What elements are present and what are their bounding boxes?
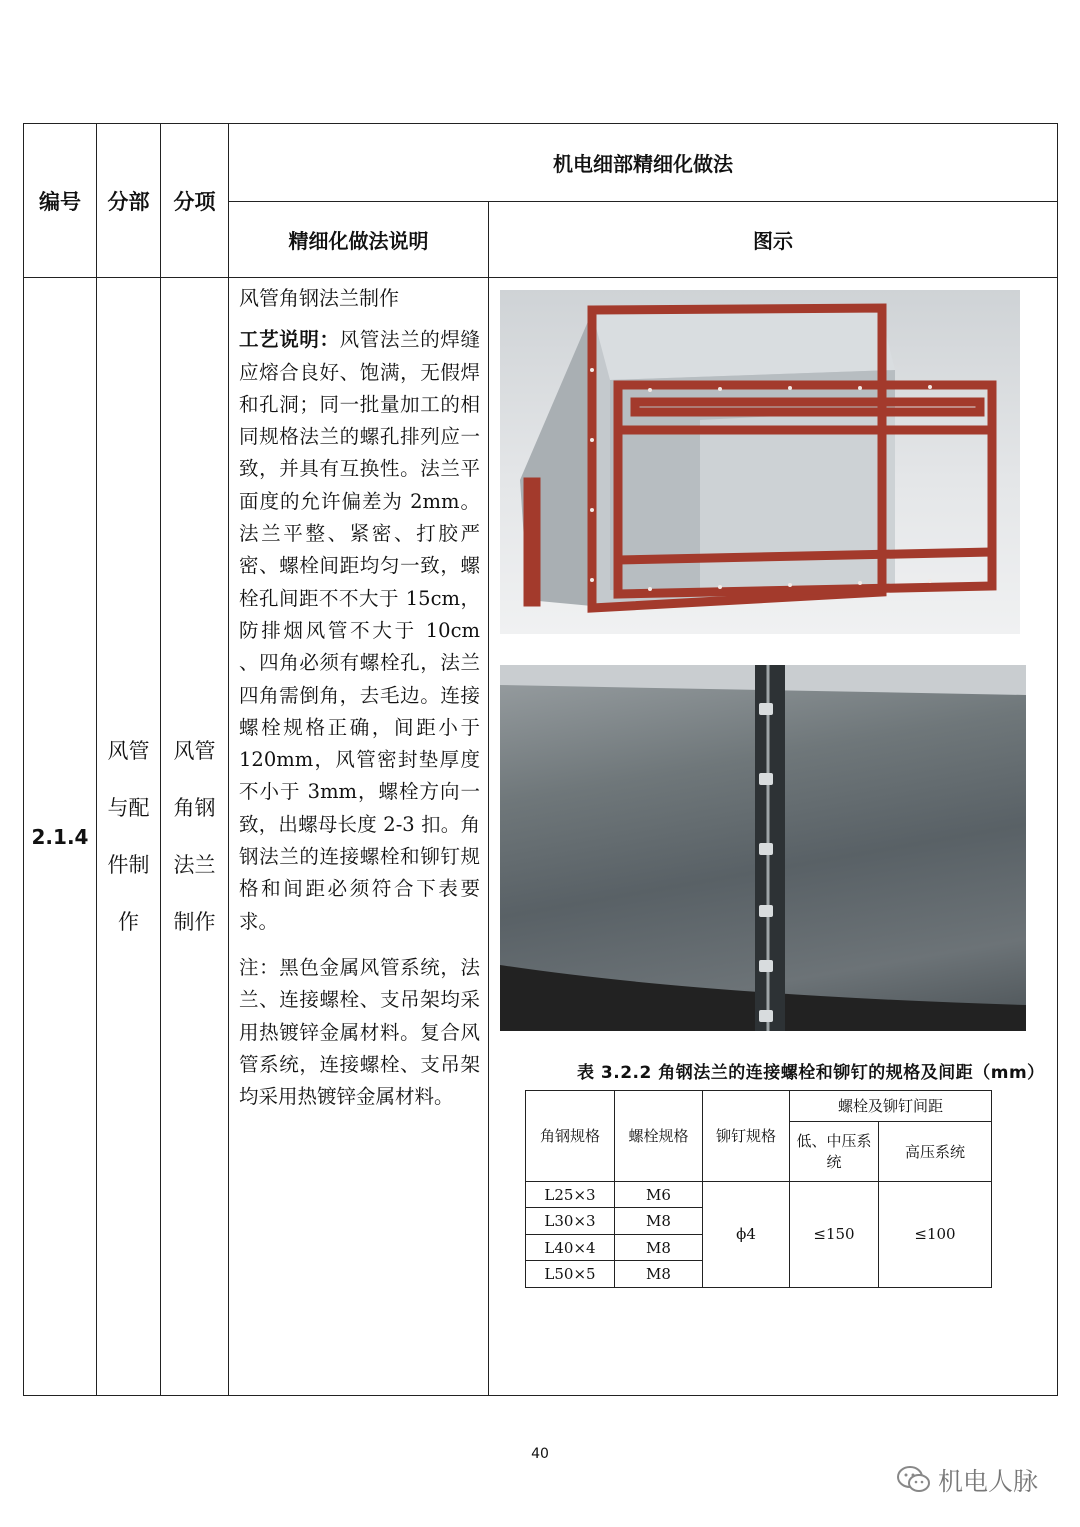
description-cell (229, 278, 489, 1396)
spec-header-bolt: 螺栓规格 (615, 1091, 703, 1182)
spec-header-angle: 角钢规格 (526, 1091, 615, 1182)
header-number: 编号 (24, 124, 97, 278)
watermark-text: 机电人脉 (938, 1467, 1039, 1496)
header-item: 分项 (161, 124, 229, 278)
spec-rivet-value: ϕ4 (703, 1181, 790, 1287)
wechat-icon (896, 1465, 932, 1495)
header-figure: 图示 (489, 202, 1058, 278)
section-subtitle: 风管角钢法兰制作 (239, 286, 399, 310)
process-label: 工艺说明： (239, 328, 340, 352)
spec-angle: L25×3 (526, 1181, 615, 1208)
page-number: 40 (531, 1446, 549, 1462)
process-text: 风管法兰的焊缝应熔合良好、饱满，无假焊和孔洞；同一批量加工的相同规格法兰的螺孔排列应一致，并具有互换性。法兰平面度的允许偏差为 2mm。法兰平整、紧密、打胶严密、螺栓间距均匀一致，螺栓孔间距不不大于 15cm，防排烟风管不大于 10cm 、四角必须有螺栓孔，法兰四角需倒角，去毛边。连接螺栓规格正确，间距小于 120mm，风管密封垫厚度不小于 3mm，螺栓方向一致，出螺母长度 2-3 扣。角钢法兰的连接螺栓和铆钉规格和间距必须符合下表要求。 (239, 328, 480, 933)
item-text: 风管 角钢 法兰 制作 (173, 738, 216, 934)
watermark (896, 1462, 1038, 1498)
process-paragraph (239, 324, 480, 938)
row-item (161, 278, 229, 1396)
spec-header-low-mid: 低、中压系统 (790, 1121, 879, 1181)
bolt-rivet-spec-table (525, 1090, 992, 1288)
figure-cell (489, 278, 1058, 1396)
header-description: 精细化做法说明 (229, 202, 489, 278)
note-paragraph: 注：黑色金属风管系统，法兰、连接螺栓、支吊架均采用热镀锌金属材料。复合风管系统，连接螺栓、支吊架均采用热镀锌金属材料。 (239, 955, 480, 1109)
spec-bolt: M8 (615, 1234, 703, 1261)
header-division: 分部 (97, 124, 161, 278)
row-division (97, 278, 161, 1396)
spec-header-spacing: 螺栓及铆钉间距 (790, 1091, 992, 1122)
spec-bolt: M6 (615, 1181, 703, 1208)
spec-angle: L40×4 (526, 1234, 615, 1261)
spec-high-value: ≤100 (879, 1181, 992, 1287)
header-group-title: 机电细部精细化做法 (229, 124, 1058, 202)
spec-angle: L30×3 (526, 1208, 615, 1235)
duct-flange-photo (500, 290, 1020, 634)
practice-table (23, 123, 1058, 1396)
spec-table-caption: 表 3.2.2 角钢法兰的连接螺栓和铆钉的规格及间距（mm） (577, 1063, 1045, 1083)
bolted-joint-photo (500, 665, 1026, 1031)
spec-bolt: M8 (615, 1261, 703, 1288)
spec-header-high: 高压系统 (879, 1121, 992, 1181)
row-number: 2.1.4 (24, 278, 97, 1396)
spec-angle: L50×5 (526, 1261, 615, 1288)
spec-header-rivet: 铆钉规格 (703, 1091, 790, 1182)
division-text: 风管 与配 件制 作 (107, 738, 150, 934)
spec-bolt: M8 (615, 1208, 703, 1235)
spec-low-mid-value: ≤150 (790, 1181, 879, 1287)
